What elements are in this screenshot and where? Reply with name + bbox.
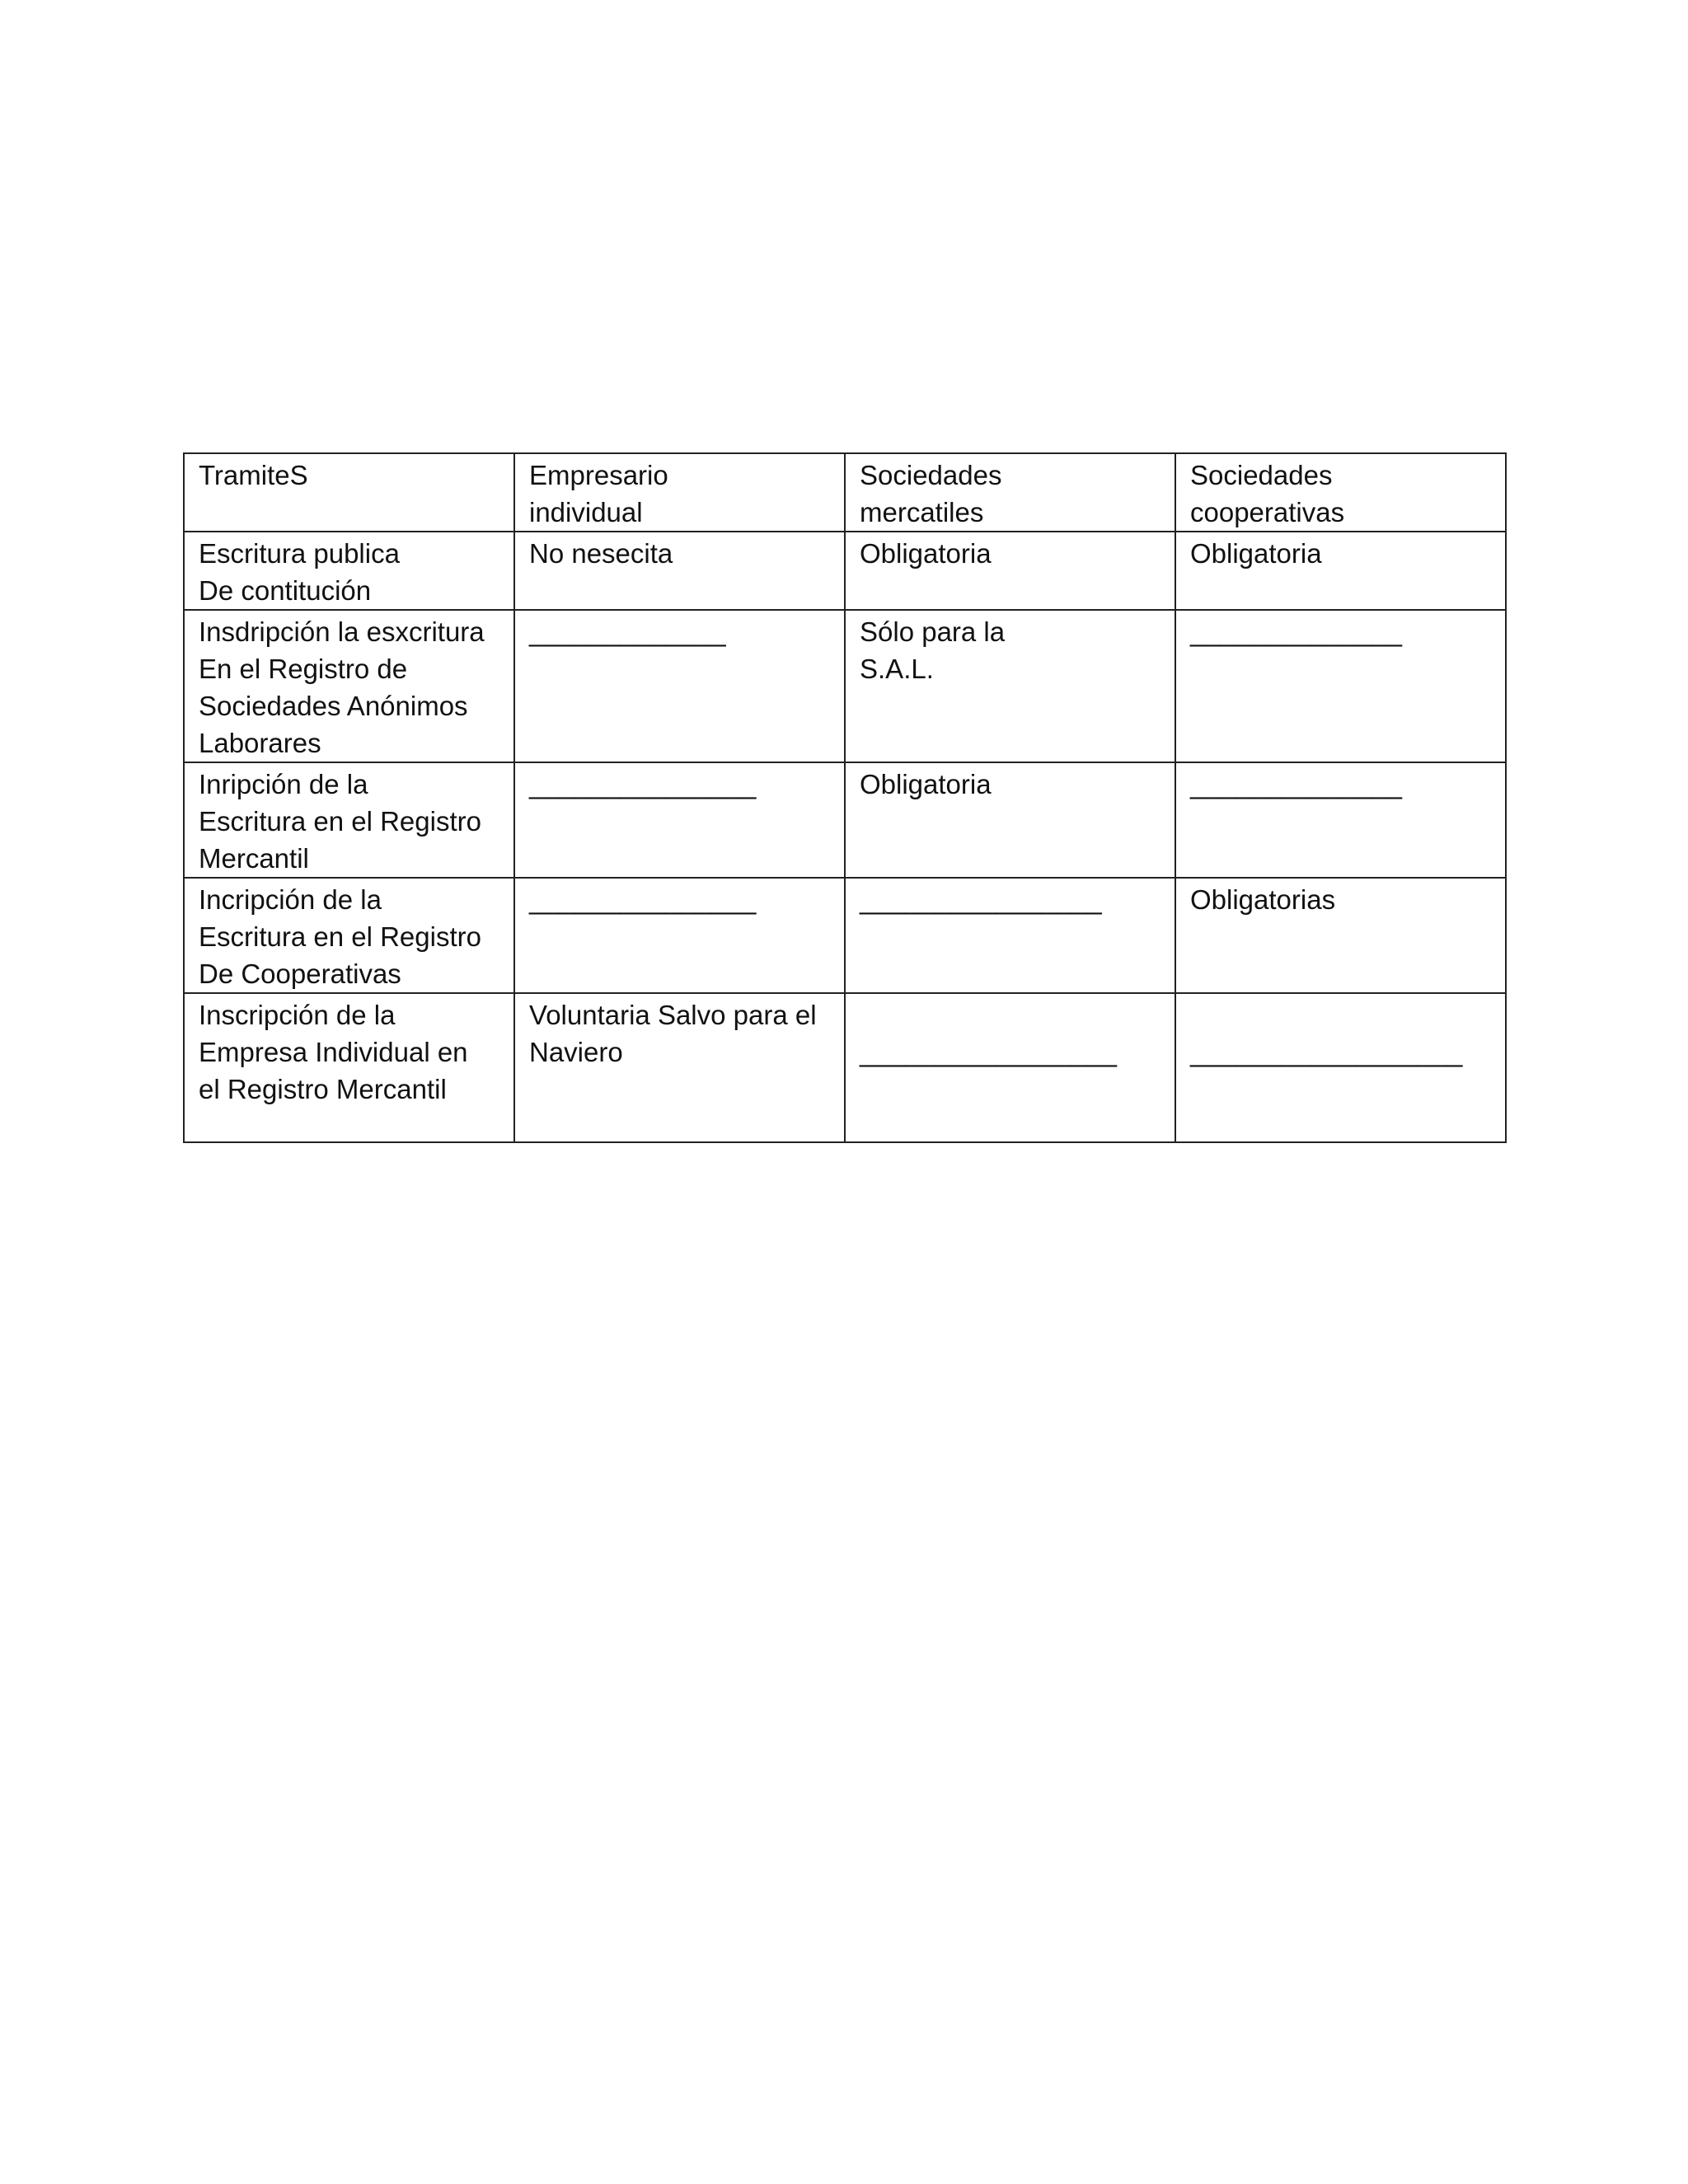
table-cell: Voluntaria Salvo para el Naviero (514, 993, 845, 1142)
blank-line: ______________ (1190, 616, 1402, 647)
table-row (184, 878, 1506, 993)
blank-line: _______________ (529, 769, 757, 799)
table-cell: Obligatorias (1175, 878, 1506, 993)
blank-line: __________________ (1190, 1037, 1463, 1067)
table-cell: Obligatoria (1175, 532, 1506, 610)
table-cell: Obligatoria (845, 762, 1175, 878)
table-row (184, 610, 1506, 762)
blank-line: ________________ (860, 884, 1102, 915)
table-cell (514, 610, 845, 762)
table-row (184, 993, 1506, 1142)
header-cell-empresario-individual: Empresario individual (514, 453, 845, 532)
table-cell: Insdripción la esxcritura En el Registro de Sociedades Anónimos Laborares (184, 610, 514, 762)
header-cell-sociedades-cooperativas: Sociedades cooperativas (1175, 453, 1506, 532)
blank-line: _________________ (860, 1037, 1118, 1067)
table-cell (845, 993, 1175, 1142)
table-cell: Obligatoria (845, 532, 1175, 610)
table-cell: Inscripción de la Empresa Individual en el Registro Mercantil (184, 993, 514, 1142)
blank-line: _______________ (529, 884, 757, 915)
table-row (184, 762, 1506, 878)
table-header-row (184, 453, 1506, 532)
header-cell-tramites: TramiteS (184, 453, 514, 532)
table-cell (1175, 610, 1506, 762)
table-cell (1175, 762, 1506, 878)
table-cell: No nesecita (514, 532, 845, 610)
table-row (184, 532, 1506, 610)
table-cell: Incripción de la Escritura en el Registro De Cooperativas (184, 878, 514, 993)
table-cell: Escritura publica De contitución (184, 532, 514, 610)
blank-line: _____________ (529, 616, 726, 647)
table-cell: Inripción de la Escritura en el Registro Mercantil (184, 762, 514, 878)
blank-line: ______________ (1190, 769, 1402, 799)
table-cell (1175, 993, 1506, 1142)
table-cell (514, 762, 845, 878)
table-cell: Sólo para la S.A.L. (845, 610, 1175, 762)
header-cell-sociedades-mercantiles: Sociedades mercatiles (845, 453, 1175, 532)
table-cell (514, 878, 845, 993)
table-cell (845, 878, 1175, 993)
tramites-table (183, 452, 1507, 1143)
